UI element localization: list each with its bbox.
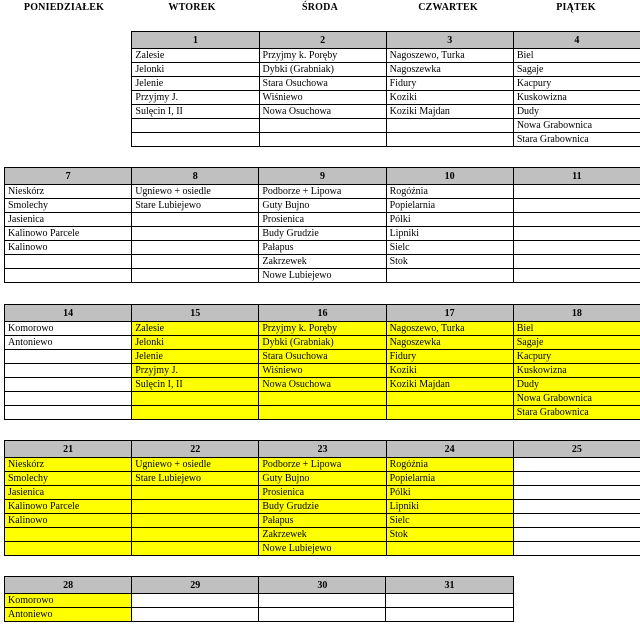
locality-cell: Stara Osuchowa [259,77,386,91]
date-header-row [5,577,514,594]
locality-cell [513,241,640,255]
locality-cell: Pólki [386,213,513,227]
locality-cell: Biel [513,49,640,63]
locality-cell: Lipniki [386,227,513,241]
locality-cell: Kacpury [513,77,640,91]
locality-cell [513,514,640,528]
locality-cell: Sagaje [513,336,640,350]
locality-cell: Przyjmy k. Poręby [259,322,386,336]
week-table [4,440,640,556]
week-table [4,304,640,420]
table-row [132,105,640,119]
date-cell: 1 [132,32,259,49]
date-cell: 17 [386,305,513,322]
locality-cell [5,255,132,269]
locality-cell: Sulęcin I, II [132,378,259,392]
locality-cell: Stara Grabownica [513,406,640,420]
locality-cell: Nowa Grabownica [513,392,640,406]
locality-cell: Stok [386,528,513,542]
locality-cell [386,608,513,622]
locality-cell: Dudy [513,378,640,392]
locality-cell [513,458,640,472]
table-row [5,322,640,336]
locality-cell: Kuskowizna [513,91,640,105]
locality-cell [132,133,259,147]
locality-cell: Jasienica [5,486,132,500]
locality-cell [132,486,259,500]
table-row [5,350,640,364]
locality-cell [132,213,259,227]
locality-cell: Sielc [386,514,513,528]
table-row [5,486,640,500]
locality-cell: Kalinowo [5,241,132,255]
table-row [5,406,640,420]
locality-cell [513,486,640,500]
locality-cell [132,528,259,542]
date-header-row [132,32,640,49]
locality-cell: Popielarnia [386,199,513,213]
locality-cell: Nowa Osuchowa [259,378,386,392]
locality-cell: Antoniewo [5,336,132,350]
locality-cell: Prosienica [259,486,386,500]
locality-cell [5,406,132,420]
weekday-header-row [0,0,640,16]
date-cell: 23 [259,441,386,458]
locality-cell: Koziki [386,91,513,105]
locality-cell: Dybki (Grabniak) [259,336,386,350]
locality-cell [132,255,259,269]
date-cell: 3 [386,32,513,49]
table-row [5,542,640,556]
table-row [5,185,640,199]
locality-cell: Nowe Lubiejewo [259,542,386,556]
locality-cell: Przyjmy J. [132,91,259,105]
locality-cell: Jelonki [132,336,259,350]
locality-cell: Pałapus [259,241,386,255]
locality-cell: Kalinowo Parcele [5,227,132,241]
locality-cell: Smolechy [5,472,132,486]
weekday-tuesday: WTOREK [168,2,216,13]
table-row [5,213,640,227]
locality-cell: Stara Grabownica [513,133,640,147]
locality-cell: Nagoszewo, Turka [386,49,513,63]
locality-cell [513,227,640,241]
locality-cell [5,528,132,542]
locality-cell [513,500,640,514]
week-table [131,31,640,147]
locality-cell: Dudy [513,105,640,119]
date-cell: 22 [132,441,259,458]
date-cell: 9 [259,168,386,185]
table-row [5,514,640,528]
date-cell: 18 [513,305,640,322]
locality-cell [132,406,259,420]
locality-cell [5,364,132,378]
locality-cell [513,199,640,213]
locality-cell: Stare Lubiejewo [132,199,259,213]
locality-cell: Ugniewo + osiedle [132,185,259,199]
locality-cell: Komorowo [5,322,132,336]
table-row [5,227,640,241]
locality-cell: Zalesie [132,322,259,336]
locality-cell: Guty Bujno [259,472,386,486]
locality-cell: Fidury [386,77,513,91]
date-cell: 30 [259,577,386,594]
table-row [132,119,640,133]
weekday-friday: PIĄTEK [556,2,596,13]
locality-cell [513,472,640,486]
date-cell: 15 [132,305,259,322]
weekday-thursday: CZWARTEK [418,2,478,13]
locality-cell: Antoniewo [5,608,132,622]
locality-cell: Jelenie [132,350,259,364]
locality-cell [132,594,259,608]
locality-cell: Fidury [386,350,513,364]
locality-cell: Zakrzewek [259,528,386,542]
locality-cell: Stare Lubiejewo [132,472,259,486]
locality-cell [132,608,259,622]
locality-cell [132,241,259,255]
locality-cell: Przyjmy J. [132,364,259,378]
locality-cell: Nagoszewka [386,63,513,77]
locality-cell [386,133,513,147]
locality-cell [386,119,513,133]
date-cell: 16 [259,305,386,322]
table-row [5,336,640,350]
locality-cell [132,269,259,283]
table-row [132,91,640,105]
locality-cell: Zalesie [132,49,259,63]
weekday-monday: PONIEDZIAŁEK [23,2,105,13]
date-cell: 29 [132,577,259,594]
locality-cell: Podborze + Lipowa [259,185,386,199]
locality-cell: Zakrzewek [259,255,386,269]
locality-cell [386,392,513,406]
locality-cell: Koziki Majdan [386,105,513,119]
locality-cell: Rogóźnia [386,458,513,472]
locality-cell [132,542,259,556]
locality-cell [513,255,640,269]
locality-cell: Stok [386,255,513,269]
locality-cell: Wiśniewo [259,91,386,105]
date-cell: 24 [386,441,513,458]
date-cell: 8 [132,168,259,185]
locality-cell [259,608,386,622]
table-row [5,458,640,472]
locality-cell: Stara Osuchowa [259,350,386,364]
locality-cell: Jasienica [5,213,132,227]
locality-cell [132,119,259,133]
table-row [5,472,640,486]
table-row [5,269,640,283]
locality-cell: Koziki [386,364,513,378]
locality-cell [386,594,513,608]
date-cell: 7 [5,168,132,185]
table-row [5,594,514,608]
locality-cell: Budy Grudzie [259,227,386,241]
table-row [5,392,640,406]
locality-cell [259,594,386,608]
week-table [4,167,640,283]
locality-cell: Nagoszewka [386,336,513,350]
date-cell: 11 [513,168,640,185]
locality-cell [5,392,132,406]
date-cell: 31 [386,577,513,594]
locality-cell [259,133,386,147]
table-row [5,378,640,392]
locality-cell: Sagaje [513,63,640,77]
locality-cell: Sielc [386,241,513,255]
locality-cell: Pólki [386,486,513,500]
locality-cell: Wiśniewo [259,364,386,378]
locality-cell: Prosienica [259,213,386,227]
locality-cell: Koziki Majdan [386,378,513,392]
locality-cell [5,350,132,364]
locality-cell [513,185,640,199]
locality-cell: Kalinowo Parcele [5,500,132,514]
date-cell: 4 [513,32,640,49]
locality-cell: Nieskórz [5,458,132,472]
locality-cell: Rogóźnia [386,185,513,199]
locality-cell: Biel [513,322,640,336]
table-row [132,133,640,147]
locality-cell: Komorowo [5,594,132,608]
locality-cell: Nagoszewo, Turka [386,322,513,336]
locality-cell [259,406,386,420]
date-cell: 14 [5,305,132,322]
locality-cell [513,269,640,283]
locality-cell: Dybki (Grabniak) [259,63,386,77]
locality-cell: Nowa Grabownica [513,119,640,133]
weekday-wednesday: ŚRODA [301,2,338,13]
locality-cell: Podborze + Lipowa [259,458,386,472]
locality-cell: Pałapus [259,514,386,528]
table-row [5,528,640,542]
table-row [132,77,640,91]
locality-cell: Kalinowo [5,514,132,528]
locality-cell [513,528,640,542]
table-row [5,608,514,622]
date-cell: 2 [259,32,386,49]
table-row [5,241,640,255]
locality-cell: Nowe Lubiejewo [259,269,386,283]
locality-cell [132,500,259,514]
locality-cell: Nowa Osuchowa [259,105,386,119]
locality-cell [513,213,640,227]
locality-cell [513,542,640,556]
locality-cell [132,392,259,406]
locality-cell [5,542,132,556]
date-header-row [5,305,640,322]
locality-cell [5,378,132,392]
locality-cell [386,269,513,283]
locality-cell [386,542,513,556]
table-row [5,364,640,378]
locality-cell: Guty Bujno [259,199,386,213]
locality-cell: Lipniki [386,500,513,514]
locality-cell: Przyjmy k. Poręby [259,49,386,63]
date-header-row [5,168,640,185]
locality-cell [259,392,386,406]
week-table [4,576,514,622]
locality-cell: Kacpury [513,350,640,364]
date-cell: 21 [5,441,132,458]
table-row [5,199,640,213]
locality-cell: Kuskowizna [513,364,640,378]
locality-cell: Nieskórz [5,185,132,199]
locality-cell [5,269,132,283]
table-row [5,255,640,269]
table-row [132,49,640,63]
locality-cell [132,514,259,528]
locality-cell [386,406,513,420]
locality-cell [132,227,259,241]
date-cell: 25 [513,441,640,458]
locality-cell: Popielarnia [386,472,513,486]
locality-cell: Jelonki [132,63,259,77]
locality-cell: Jelenie [132,77,259,91]
locality-cell: Budy Grudzie [259,500,386,514]
locality-cell: Sulęcin I, II [132,105,259,119]
table-row [5,500,640,514]
date-cell: 10 [386,168,513,185]
date-cell: 28 [5,577,132,594]
locality-cell: Smolechy [5,199,132,213]
table-row [132,63,640,77]
date-header-row [5,441,640,458]
locality-cell [259,119,386,133]
locality-cell: Ugniewo + osiedle [132,458,259,472]
